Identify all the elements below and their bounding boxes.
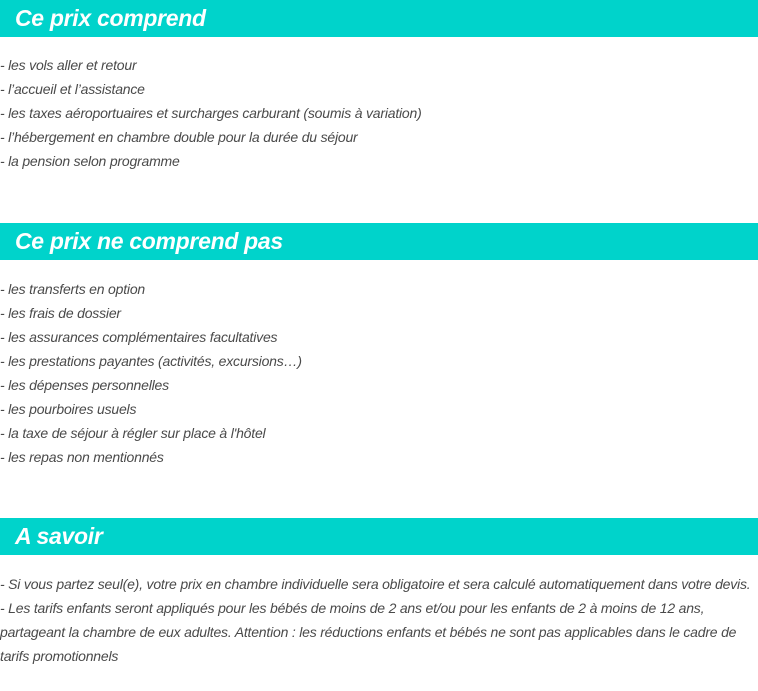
excludes-list [0,277,758,469]
list-item: - les vols aller et retour [0,57,137,73]
info-paragraph: - Les tarifs enfants seront appliqués pour les bébés de moins de 2 ans et/ou pour les enfants de 2 à moins de 12 ans, partageant la chambre de eux adultes. Attention : les réductions enfants et bébés ne sont pas applicables dans le cadre de tarifs promotionnels [0,600,737,664]
list-item: - les pourboires usuels [0,401,137,417]
section-price-excludes [0,223,758,469]
section-heading: A savoir [0,518,758,555]
list-item: - les transferts en option [0,281,145,297]
info-paragraph: - Si vous partez seul(e), votre prix en chambre individuelle sera obligatoire et sera calculé automatiquement dans votre devis. [0,576,751,592]
list-item: - les repas non mentionnés [0,449,164,465]
list-item: - la taxe de séjour à régler sur place à l'hôtel [0,425,266,441]
list-item: - les assurances complémentaires facultatives [0,329,278,345]
list-item: - l’hébergement en chambre double pour la durée du séjour [0,129,358,145]
section-good-to-know [0,518,758,668]
list-item: - la pension selon programme [0,153,180,169]
list-item: - les frais de dossier [0,305,121,321]
section-heading: Ce prix ne comprend pas [0,223,758,260]
section-heading: Ce prix comprend [0,0,758,37]
includes-list [0,53,758,173]
list-item: - l’accueil et l’assistance [0,81,145,97]
list-item: - les dépenses personnelles [0,377,169,393]
list-item: - les taxes aéroportuaires et surcharges carburant (soumis à variation) [0,105,422,121]
section-price-includes [0,0,758,173]
info-paragraphs [0,572,758,668]
list-item: - les prestations payantes (activités, excursions…) [0,353,302,369]
